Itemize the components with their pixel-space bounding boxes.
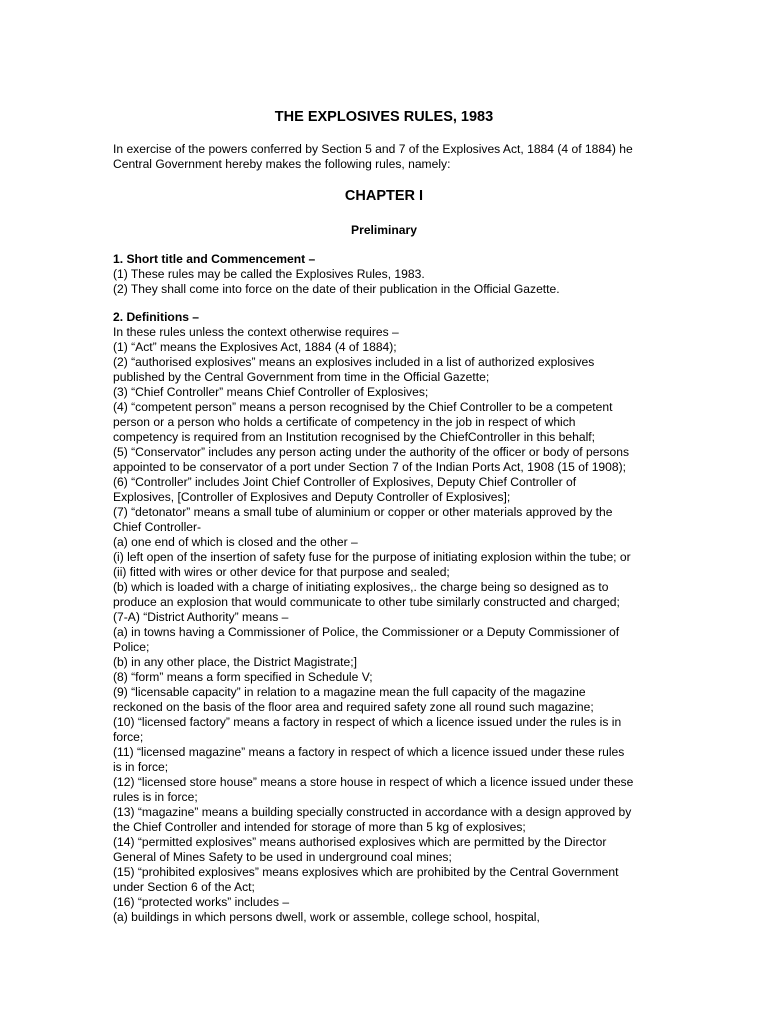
definition-line: (10) “licensed factory” means a factory in respect of which a licence issued under the rules is in [113,715,622,729]
intro-paragraph [113,142,673,172]
definition-line: General of Mines Safety to be used in underground coal mines; [113,850,452,864]
definition-line: (14) “permitted explosives” means authorised explosives which are permitted by the Director [113,835,607,849]
definition-line: (3) “Chief Controller” means Chief Controller of Explosives; [113,385,429,399]
document-title: THE EXPLOSIVES RULES, 1983 [274,109,494,125]
intro-line: In exercise of the powers conferred by Section 5 and 7 of the Explosives Act, 1884 (4 of 1884) he [113,142,633,156]
definition-line: (b) in any other place, the District Magistrate;] [113,655,357,669]
section-1-line: (2) They shall come into force on the date of their publication in the Official Gazette. [113,282,560,296]
definition-line: (b) which is loaded with a charge of initiating explosives,. the charge being so designed as to [113,580,609,594]
section-1-line: (1) These rules may be called the Explosives Rules, 1983. [113,267,425,281]
definition-line: (11) “licensed magazine” means a factory in respect of which a licence issued under these rules [113,745,625,759]
definition-line: produce an explosion that would communicate to other tube similarly constructed and charged; [113,595,620,609]
definition-line: (9) “licensable capacity” in relation to a magazine mean the full capacity of the magazine [113,685,586,699]
document-body [113,252,673,925]
definition-line: person or a person who holds a certificate of competency in the job in respect of which [113,415,576,429]
definition-line: competency is required from an Institution recognised by the ChiefController in this behalf; [113,430,595,444]
section-1 [113,252,673,297]
section-2 [113,310,673,925]
definition-line: In these rules unless the context otherwise requires – [113,325,399,339]
definition-line: under Section 6 of the Act; [113,880,255,894]
definition-line: (7) “detonator” means a small tube of aluminium or copper or other materials approved by the [113,505,613,519]
definition-line: (16) “protected works” includes – [113,895,290,909]
definition-line: (2) “authorised explosives” means an explosives included in a list of authorized explosives [113,355,595,369]
chapter-heading: CHAPTER I [344,188,424,204]
section-2-heading: 2. Definitions – [113,310,200,324]
section-1-heading: 1. Short title and Commencement – [113,252,316,266]
definition-line: (i) left open of the insertion of safety fuse for the purpose of initiating explosion within the tube; or [113,550,631,564]
definition-line: (4) “competent person” means a person recognised by the Chief Controller to be a competent [113,400,613,414]
definition-line: reckoned on the basis of the floor area and required safety zone all round such magazine; [113,700,594,714]
definition-line: (a) buildings in which persons dwell, work or assemble, college school, hospital, [113,910,540,924]
definition-line: the Chief Controller and intended for storage of more than 5 kg of explosives; [113,820,526,834]
definition-line: (ii) fitted with wires or other device for that purpose and sealed; [113,565,450,579]
definition-line: (a) one end of which is closed and the other – [113,535,358,549]
definition-line: (a) in towns having a Commissioner of Police, the Commissioner or a Deputy Commissioner of [113,625,620,639]
definition-line: Chief Controller- [113,520,202,534]
definition-line: is in force; [113,760,169,774]
definition-line: force; [113,730,144,744]
definition-line: Police; [113,640,150,654]
section-1-lines [113,267,673,297]
definition-line: (1) “Act” means the Explosives Act, 1884 (4 of 1884); [113,340,397,354]
intro-line: Central Government hereby makes the following rules, namely: [113,157,451,171]
chapter-subtitle: Preliminary [351,223,417,237]
definition-line: (8) “form” means a form specified in Schedule V; [113,670,373,684]
definition-line: appointed to be conservator of a port under Section 7 of the Indian Ports Act, 1908 (15 of 1908); [113,460,626,474]
definition-line: (5) “Conservator” includes any person acting under the authority of the officer or body of persons [113,445,630,459]
definition-line: rules is in force; [113,790,198,804]
definition-line: (13) “magazine” means a building specially constructed in accordance with a design approved by [113,805,632,819]
definition-line: published by the Central Government from time in the Official Gazette; [113,370,490,384]
definition-line: (7-A) “District Authority” means – [113,610,289,624]
definition-line: (12) “licensed store house” means a store house in respect of which a licence issued under these [113,775,634,789]
definition-line: (15) “prohibited explosives” means explosives which are prohibited by the Central Government [113,865,619,879]
definition-line: (6) “Controller” includes Joint Chief Controller of Explosives, Deputy Chief Controller of [113,475,577,489]
definition-line: Explosives, [Controller of Explosives and Deputy Controller of Explosives]; [113,490,511,504]
section-2-lines [113,325,673,925]
section-gap [113,297,673,310]
